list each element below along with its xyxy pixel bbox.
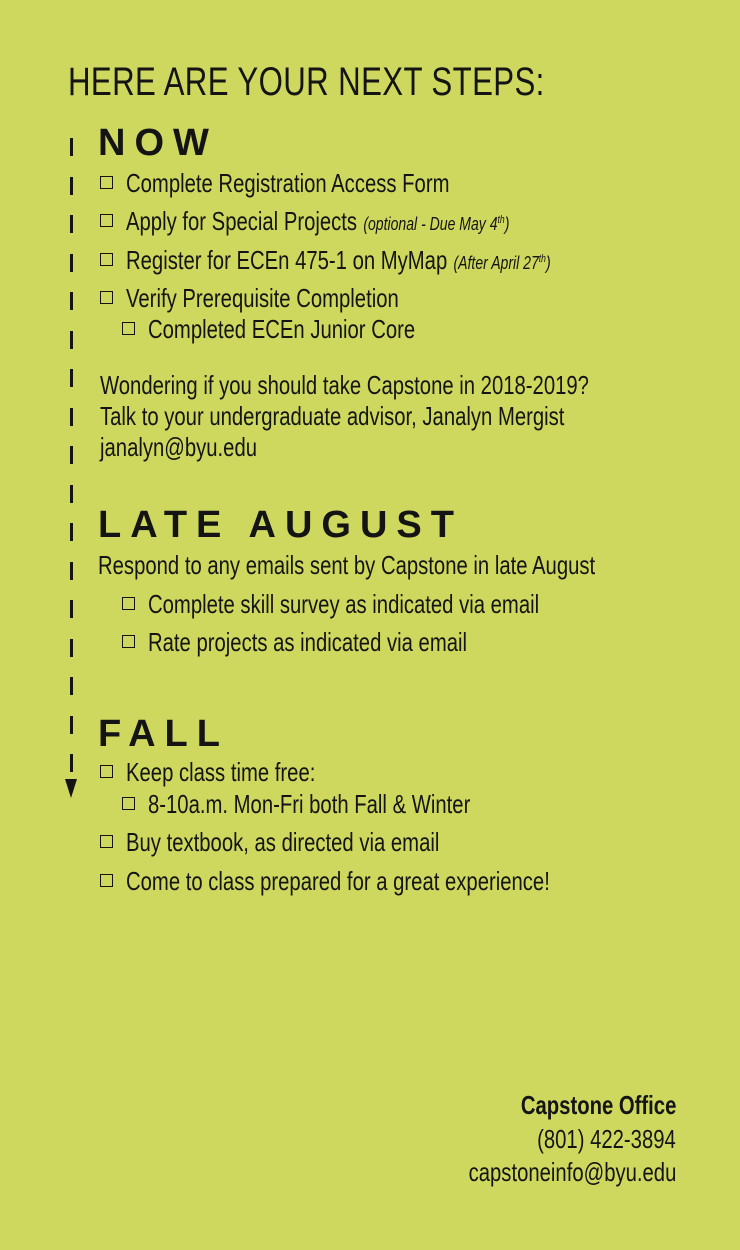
section-title-fall: FALL: [98, 713, 229, 755]
checkbox[interactable]: [100, 835, 113, 848]
checklist-item: Keep class time free:: [100, 757, 369, 788]
date-note: (After April 27th): [453, 253, 551, 273]
section-title-late-august: LATE AUGUST: [98, 504, 463, 546]
checklist-subitem: Completed ECEn Junior Core: [122, 314, 491, 345]
checkbox[interactable]: [122, 597, 135, 610]
timeline-dash: [70, 485, 73, 503]
timeline-dash: [70, 754, 73, 772]
checklist-subitem: Rate projects as indicated via email: [122, 627, 557, 658]
section-title-now: NOW: [98, 122, 218, 164]
checklist-subitem: Complete skill survey as indicated via email: [122, 589, 649, 620]
checkbox[interactable]: [100, 765, 113, 778]
timeline-dash: [70, 446, 73, 464]
advisor-note: Wondering if you should take Capstone in 2018-2019? Talk to your undergraduate advisor, Janalyn Mergist janalyn@byu.edu: [100, 370, 589, 462]
checkbox[interactable]: [100, 176, 113, 189]
timeline-dash: [70, 369, 73, 387]
timeline-dash: [70, 254, 73, 272]
checklist-item: Register for ECEn 475-1 on MyMap (After April 27th): [100, 245, 670, 276]
checkbox[interactable]: [122, 322, 135, 335]
timeline-dash: [70, 562, 73, 580]
timeline-dash: [70, 177, 73, 195]
timeline-dash: [70, 677, 73, 695]
contact-email-link[interactable]: capstoneinfo@byu.edu: [468, 1157, 676, 1187]
checklist-item: Complete Registration Access Form: [100, 168, 541, 199]
timeline-arrow-icon: [65, 779, 77, 798]
checklist-item: Verify Prerequisite Completion: [100, 283, 476, 314]
checkbox[interactable]: [100, 253, 113, 266]
timeline-dash: [70, 600, 73, 618]
checkbox[interactable]: [122, 797, 135, 810]
contact-title: Capstone Office: [520, 1090, 676, 1120]
timeline-dash: [70, 138, 73, 156]
page-title: HERE ARE YOUR NEXT STEPS:: [68, 60, 545, 104]
timeline-dash: [70, 716, 73, 734]
checkbox[interactable]: [100, 291, 113, 304]
deadline-note: (optional - Due May 4th): [363, 214, 510, 234]
checklist-subitem: 8-10a.m. Mon-Fri both Fall & Winter: [122, 789, 561, 820]
timeline-dash: [70, 331, 73, 349]
timeline-dash: [70, 408, 73, 426]
advisor-email-link[interactable]: janalyn@byu.edu: [100, 432, 258, 462]
timeline-dash: [70, 523, 73, 541]
section-intro: Respond to any emails sent by Capstone in late August: [98, 550, 596, 580]
timeline-dash: [70, 639, 73, 657]
checklist-item: Come to class prepared for a great experience!: [100, 866, 669, 897]
checklist-item: Apply for Special Projects (optional - Due May 4th): [100, 206, 618, 237]
timeline-dash: [70, 215, 73, 233]
timeline-dashed-line: [70, 138, 73, 778]
checklist-item: Buy textbook, as directed via email: [100, 827, 528, 858]
checkbox[interactable]: [100, 214, 113, 227]
timeline-dash: [70, 292, 73, 310]
contact-phone[interactable]: (801) 422-3894: [537, 1124, 676, 1154]
checkbox[interactable]: [100, 874, 113, 887]
checkbox[interactable]: [122, 635, 135, 648]
